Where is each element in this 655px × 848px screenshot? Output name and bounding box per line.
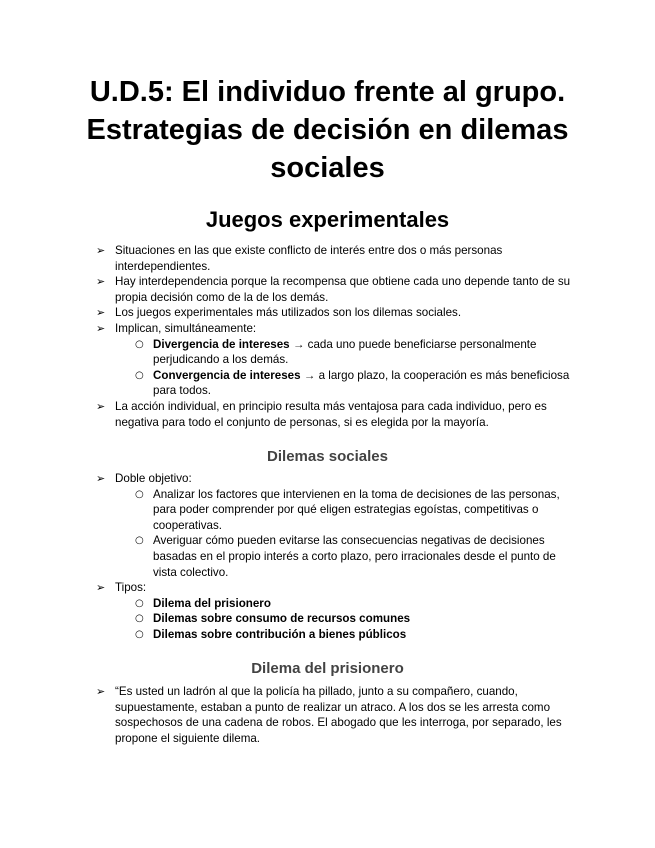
- arrow-bullet-icon: ➢: [96, 275, 106, 289]
- section-heading-dilemas-sociales: Dilemas sociales: [267, 448, 388, 465]
- arrow-bullet-icon: ➢: [96, 472, 106, 485]
- circle-bullet-icon: ○: [135, 338, 144, 350]
- list-item: ➢ Implican, simultáneamente:: [96, 321, 257, 335]
- circle-bullet-icon: ○: [135, 369, 144, 381]
- section-juegos-experimentales-list: [0, 243, 655, 430]
- list-item: ➢ Los juegos experimentales más utilizados son los dilemas sociales.: [96, 306, 462, 320]
- section-dilema-del-prisionero-list: [0, 684, 655, 746]
- list-item: ➢ Doble objetivo:: [96, 472, 192, 485]
- arrow-bullet-icon: ➢: [96, 685, 106, 698]
- section-heading-juegos-experimentales: Juegos experimentales: [205, 207, 450, 232]
- circle-bullet-icon: ○: [135, 628, 144, 640]
- sub-list-item: ○ Dilemas sobre consumo de recursos comunes: [135, 612, 411, 626]
- sub-list-item: ○ Dilemas sobre contribución a bienes públicos: [135, 627, 407, 641]
- section-dilemas-sociales-list: [0, 471, 655, 643]
- arrow-bullet-icon: ➢: [96, 399, 106, 413]
- sub-list-item: ○ Divergencia de intereses → cada uno puede beneficiarse personalmente perjudicando a los demás.: [135, 337, 537, 367]
- arrow-bullet-icon: ➢: [96, 321, 106, 335]
- list-item: ➢ Hay interdependencia porque la recompensa que obtiene cada uno depende tanto de su propia decisión como de la de los demás.: [96, 275, 571, 304]
- sub-list-item: ○ Dilema del prisionero: [135, 596, 271, 610]
- arrow-bullet-icon: ➢: [96, 244, 106, 257]
- sub-list-item: ○ Averiguar cómo pueden evitarse las consecuencias negativas de decisiones basadas en el propio interés a corto plazo, pero irracionales desde el punto de vista colectivo.: [135, 534, 556, 579]
- circle-bullet-icon: ○: [135, 535, 144, 547]
- list-item: ➢ Tipos:: [96, 581, 147, 595]
- arrow-bullet-icon: ➢: [96, 581, 106, 595]
- sub-list-item: ○ Convergencia de intereses → a largo plazo, la cooperación es más beneficiosa para todos.: [135, 368, 570, 398]
- circle-bullet-icon: ○: [135, 613, 144, 625]
- circle-bullet-icon: ○: [135, 597, 144, 609]
- circle-bullet-icon: ○: [135, 488, 144, 500]
- list-item: ➢ Situaciones en las que existe conflicto de interés entre dos o más personas interdependientes.: [96, 244, 503, 273]
- list-item: ➢ La acción individual, en principio resulta más ventajosa para cada individuo, pero es negativa para todo el conjunto de personas, si es elegida por la mayoría.: [96, 399, 547, 429]
- sub-list-item: ○ Analizar los factores que intervienen en la toma de decisiones de las personas, para poder comprender por qué eligen estrategias egoístas, competitivas o cooperativas.: [135, 487, 560, 532]
- arrow-bullet-icon: ➢: [96, 306, 106, 320]
- section-heading-dilema-del-prisionero: Dilema del prisionero: [251, 660, 404, 677]
- page-title: U.D.5: El individuo frente al grupo. Estrategias de decisión en dilemas sociales: [86, 76, 569, 184]
- list-item: ➢ “Es usted un ladrón al que la policía ha pillado, junto a su compañero, cuando, supuestamente, estaban a punto de realizar un atraco. A los dos se les arresta como sospechosos de una cadena de robos. El abogado que les interroga, por separado, les propone el siguiente dilema.: [96, 685, 562, 745]
